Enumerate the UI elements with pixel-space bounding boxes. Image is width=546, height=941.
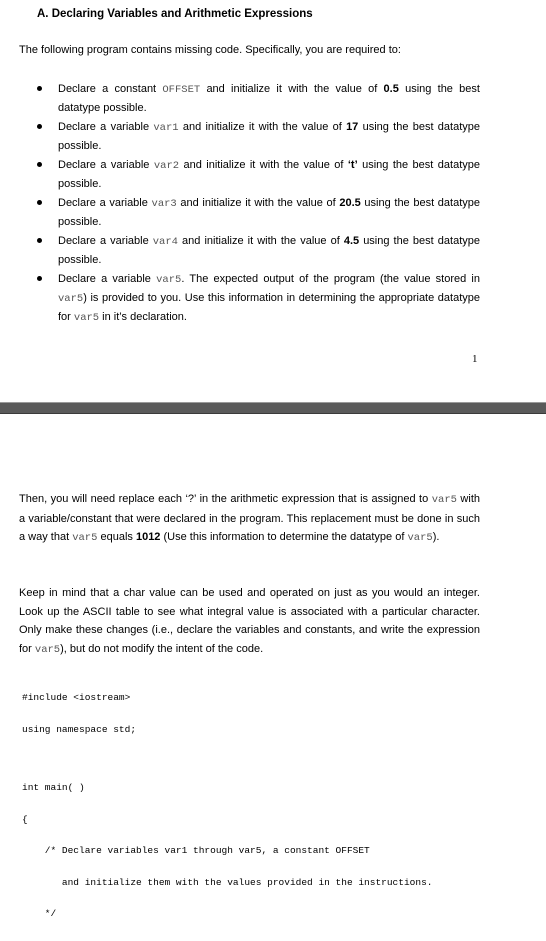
code-identifier: var5: [34, 643, 61, 656]
page-separator: [0, 402, 546, 414]
code-identifier: OFFSET: [162, 84, 201, 96]
page-number: 1: [472, 353, 478, 365]
code-identifier: var1: [153, 122, 179, 134]
code-line: */: [22, 908, 57, 919]
code-identifier: var5: [431, 494, 457, 506]
code-line: {: [22, 813, 28, 825]
requirement-item-var4: Declare a variable var4 and initialize it with the value of 4.5 using the best datatype possible.: [0, 232, 480, 269]
requirement-item-var3: Declare a variable var3 and initialize it with the value of 20.5 using the best datatype possible.: [0, 194, 480, 231]
code-identifier: var5: [73, 312, 100, 324]
bold-value: ‘t’: [347, 159, 358, 171]
code-line: int main( ): [22, 782, 85, 793]
code-identifier: var4: [152, 236, 178, 248]
instructions-paragraph-ascii: Keep in mind that a char value can be used and operated on just as you would an integer. Look up the ASCII table to see what integral value is associated with a particular character. Only make these changes (i.e., declare the variables and constants, and write the expression for var5), but do not modify the intent of the code.: [19, 587, 480, 656]
requirements-list: [0, 80, 546, 328]
code-blank-line: [22, 756, 432, 762]
code-identifier: var5: [72, 532, 98, 544]
requirement-item-var5: Declare a variable var5. The expected output of the program (the value stored in var5) is provided to you. Use this information in determining the appropriate datatype for var5 in it’s declaration.: [0, 270, 480, 327]
code-identifier: var5: [156, 274, 182, 286]
code-identifier: var5: [58, 293, 84, 305]
bold-value: 0.5: [383, 83, 399, 95]
section-heading: A. Declaring Variables and Arithmetic Expressions: [37, 8, 313, 20]
bold-value: 4.5: [343, 235, 360, 247]
bold-value: 20.5: [339, 197, 361, 209]
bold-value: 1012: [135, 531, 161, 543]
code-line: using namespace std;: [22, 723, 137, 735]
code-line: /* Declare variables var1 through var5, a constant OFFSET: [22, 845, 370, 856]
code-line: and initialize them with the values provided in the instructions.: [22, 876, 433, 888]
document-page-1: [0, 0, 546, 402]
instructions-paragraph-replace: Then, you will need replace each ‘?’ in the arithmetic expression that is assigned to var5 with a variable/constant that were declared in the program. This replacement must be done in such a way that var5 equals 1012 (Use this information to determine the datatype of var5).: [19, 493, 480, 544]
code-identifier: var2: [153, 160, 180, 172]
code-identifier: var3: [151, 198, 177, 210]
requirement-item-offset: Declare a constant OFFSET and initialize it with the value of 0.5 using the best datatype possible.: [0, 80, 480, 117]
code-listing: [22, 672, 432, 941]
intro-text: The following program contains missing code. Specifically, you are required to:: [19, 44, 401, 56]
document-page-2: [0, 414, 546, 919]
bold-value: 17: [346, 121, 359, 133]
requirement-item-var2: Declare a variable var2 and initialize it with the value of ‘t’ using the best datatype possible.: [0, 156, 480, 193]
requirement-item-var1: Declare a variable var1 and initialize it with the value of 17 using the best datatype possible.: [0, 118, 480, 155]
code-identifier: var5: [407, 532, 433, 544]
code-line: #include <iostream>: [22, 692, 131, 703]
